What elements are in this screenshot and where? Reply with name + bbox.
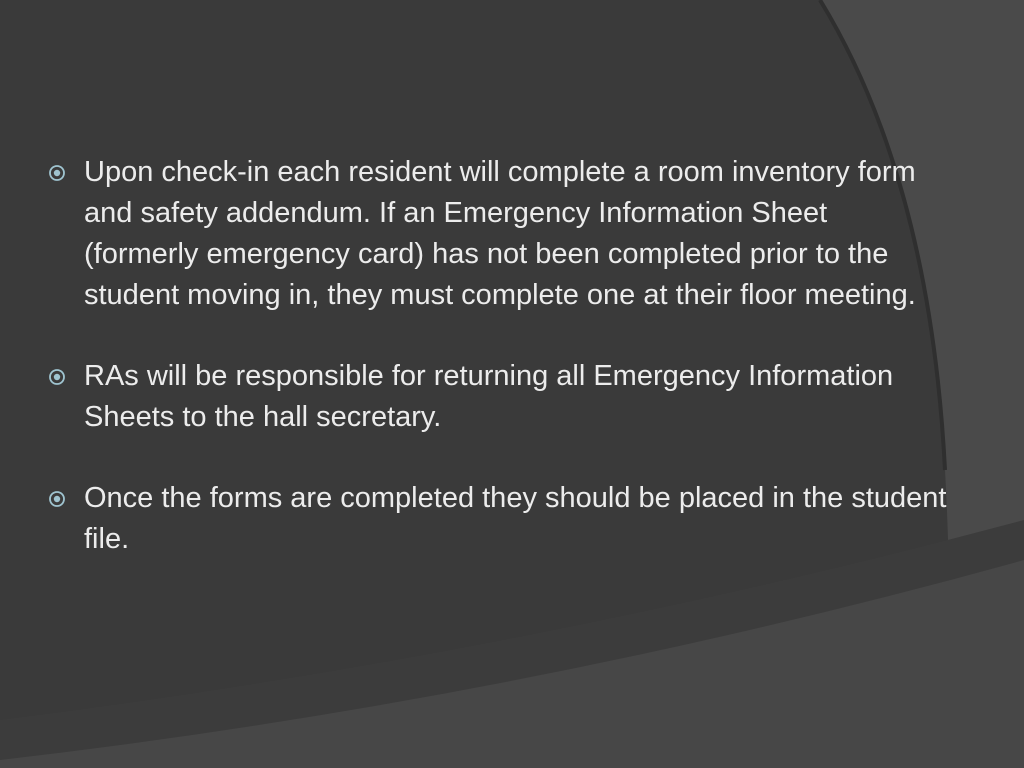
bullet-item-check-in	[48, 152, 948, 316]
target-bullet-icon	[48, 490, 66, 508]
target-bullet-icon	[48, 164, 66, 182]
target-bullet-icon	[48, 368, 66, 386]
bullet-text: Upon check-in each resident will complete a room inventory form and safety addendum. If an Emergency Information Sheet (formerly emergency card) has not been completed prior to the student moving in, they must complete one at their floor meeting.	[84, 156, 916, 311]
bullet-item-student-file	[48, 478, 948, 560]
bullet-text: Once the forms are completed they should be placed in the student file.	[84, 482, 947, 555]
bullet-item-ras-responsibility	[48, 356, 948, 438]
bullet-text: RAs will be responsible for returning all Emergency Information Sheets to the hall secretary.	[84, 360, 894, 433]
bullet-list	[48, 152, 948, 600]
